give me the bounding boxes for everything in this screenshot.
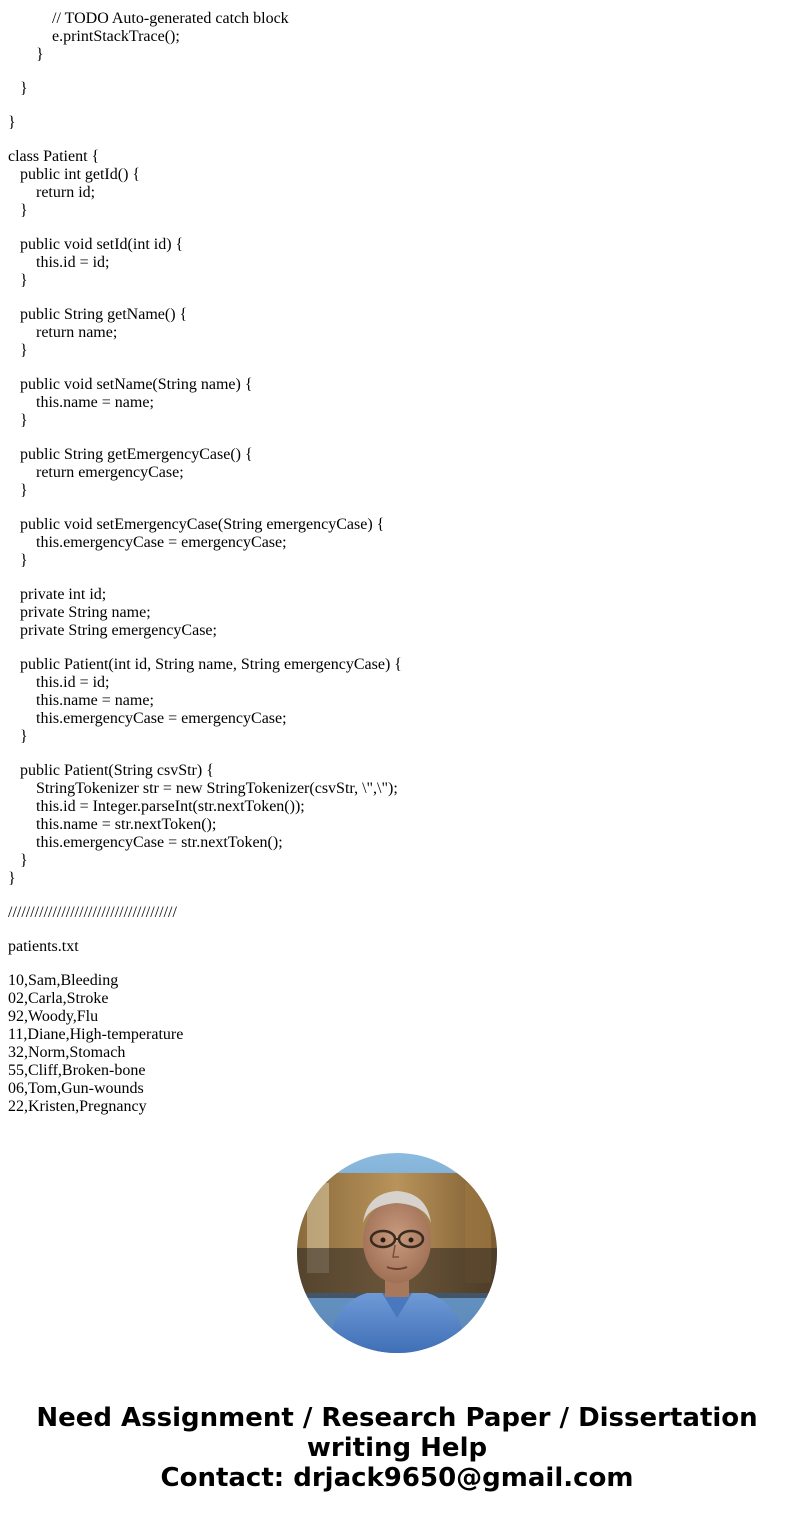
code-line: this.id = Integer.parseInt(str.nextToken()); [8,798,305,815]
code-line: 06,Tom,Gun-wounds [8,1080,144,1097]
code-line [8,888,402,904]
contact-banner [0,1403,794,1493]
code-line: this.id = id; [8,254,110,271]
code-line: e.printStackTrace(); [8,28,180,45]
code-line: public String getName() { [8,306,188,323]
code-line: } [8,552,28,569]
code-line [8,746,402,762]
code-line [8,290,402,306]
code-line [8,430,402,446]
code-line [8,500,402,516]
code-line [8,640,402,656]
code-line: } [8,272,28,289]
code-line [8,98,402,114]
code-line: } [8,728,28,745]
code-line: return id; [8,184,96,201]
code-line: 10,Sam,Bleeding [8,972,119,989]
code-listing [8,0,402,1116]
code-line: 32,Norm,Stomach [8,1044,126,1061]
code-line [8,360,402,376]
code-line: 22,Kristen,Pregnancy [8,1098,147,1115]
code-line: private String emergencyCase; [8,622,217,639]
code-line: } [8,870,16,887]
code-line: 02,Carla,Stroke [8,990,109,1007]
code-line: return emergencyCase; [8,464,184,481]
code-line: } [8,202,28,219]
code-line: public Patient(String csvStr) { [8,762,214,779]
code-line: public void setEmergencyCase(String emergencyCase) { [8,516,385,533]
code-line [8,132,402,148]
code-line [8,220,402,236]
code-line [8,956,402,972]
code-line: 11,Diane,High-temperature [8,1026,184,1043]
code-line: private String name; [8,604,151,621]
code-line: ////////////////////////////////////// [8,904,177,921]
code-line: } [8,412,28,429]
code-line: this.id = id; [8,674,110,691]
banner-line-3: Contact: drjack9650@gmail.com [160,1463,634,1493]
code-line: } [8,482,28,499]
code-line: public int getId() { [8,166,141,183]
code-line: public void setId(int id) { [8,236,184,253]
code-line: class Patient { [8,148,100,165]
code-line: } [8,114,16,131]
code-line: this.name = str.nextToken(); [8,816,217,833]
code-line: public String getEmergencyCase() { [8,446,253,463]
code-line: 55,Cliff,Broken-bone [8,1062,146,1079]
banner-line-2: writing Help [306,1433,488,1463]
code-line: this.emergencyCase = str.nextToken(); [8,834,283,851]
code-line: } [8,80,28,97]
banner-line-1: Need Assignment / Research Paper / Dissertation [36,1403,758,1433]
code-line [8,64,402,80]
code-line: // TODO Auto-generated catch block [8,10,289,27]
code-line: } [8,342,28,359]
presenter-avatar-icon [297,1153,497,1353]
code-line: this.name = name; [8,692,154,709]
code-line: } [8,852,28,869]
code-line: StringTokenizer str = new StringTokenizer(csvStr, \",\"); [8,780,398,797]
code-line: private int id; [8,586,107,603]
code-line: this.emergencyCase = emergencyCase; [8,534,287,551]
code-line: public Patient(int id, String name, String emergencyCase) { [8,656,402,673]
code-line [8,922,402,938]
code-line: public void setName(String name) { [8,376,253,393]
code-line: return name; [8,324,118,341]
code-line: this.name = name; [8,394,154,411]
code-line: this.emergencyCase = emergencyCase; [8,710,287,727]
code-line: patients.txt [8,938,79,955]
code-line [8,570,402,586]
code-line: } [8,46,44,63]
code-line: 92,Woody,Flu [8,1008,99,1025]
code-line [8,0,402,10]
